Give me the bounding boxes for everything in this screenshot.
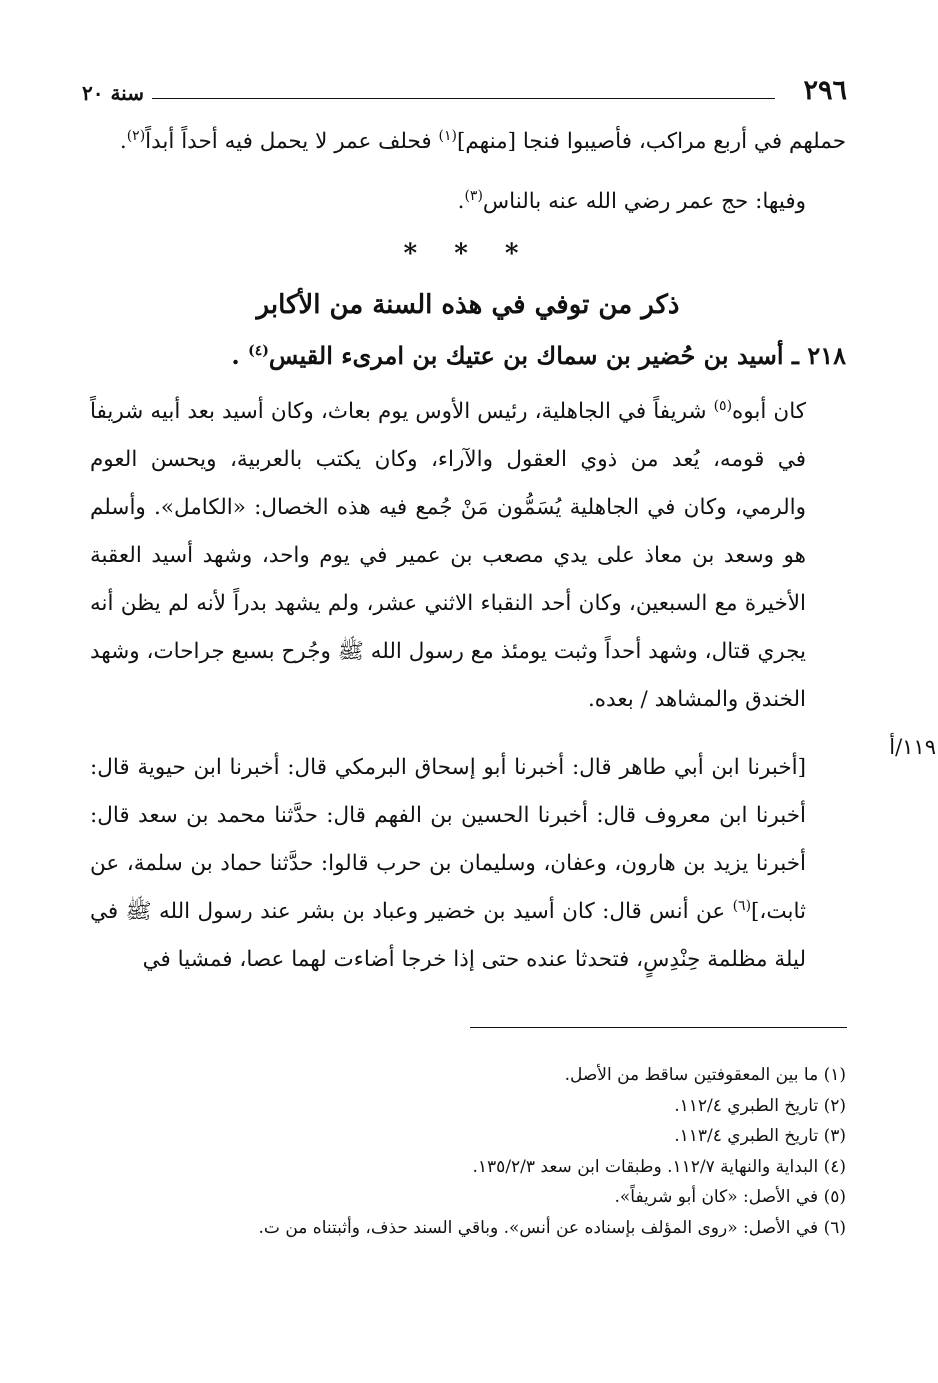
- footnote-1: (١) ما بين المعقوفتين ساقط من الأصل.: [564, 1065, 846, 1085]
- footnotes: [86, 1060, 846, 1243]
- main-text: [90, 118, 846, 984]
- manuscript-folio-marker: [676, 732, 936, 762]
- footnote-6: (٦) في الأصل: «روى المؤلف بإسناده عن أنس». وباقي السند حذف، وأثبتناه من ت.: [258, 1217, 846, 1238]
- footnote-ref-5: (٥): [713, 397, 733, 414]
- bio-text-2: شريفاً في الجاهلية، رئيس الأوس يوم بعاث، وكان أسيد بعد أبيه شريفاً في قومه، يُعد من ذوي العقول والآراء، وكان يكتب بالعربية، ويحسن العوم والرمي، وكان في الجاهلية يُسَمُّون مَنْ جُمع فيه هذه الخصال: «الكامل». وأسلم هو وسعد بن معاذ على يدي مصعب بن عمير في يوم واحد، وشهد أسيد العقبة الأخيرة مع السبعين، وكان أحد النقباء الاثني عشر، ولم يشهد بدراً لأنه لم يظن أنه يجري قتال، وشهد أحداً وثبت يومئذ مع رسول الله ﷺ وجُرح بسبع جراحات، وشهد الخندق والمشاهد / بعده.: [90, 399, 807, 712]
- footnote-ref-4: (٤): [248, 343, 269, 359]
- isnad-text-1: [أخبرنا ابن أبي طاهر قال: أخبرنا أبو إسحاق البرمكي قال: أخبرنا ابن حيوية قال: أخبرنا ابن معروف قال: أخبرنا الحسين بن الفهم قال: حدَّثنا محمد بن سعد قال: أخبرنا يزيد بن هارون، وعفان، وسليمان بن حرب قالوا: حدَّثنا حماد بن سلمة، عن ثابت،]: [90, 755, 806, 924]
- footnote-rule: [470, 1027, 847, 1028]
- running-header-year: سنة ٢٠: [82, 81, 144, 105]
- hajj-end: .: [457, 189, 465, 214]
- entry-title-text: ٢١٨ ـ أسيد بن حُضير بن سماك بن عتيك بن امرىء القيس: [268, 341, 846, 370]
- isnad-paragraph: [90, 744, 846, 984]
- isnad-text-2: عن أنس قال: كان أسيد بن خضير وعباد بن بشر عند رسول الله ﷺ في ليلة مظلمة حِنْدِسٍ، فتحدثا عنده حتى إذا خرجا أضاءت لهما عصا، فمشيا في: [90, 899, 806, 972]
- biography-entry-title: [90, 330, 846, 382]
- footnote-ref-3: (٣): [464, 187, 483, 204]
- folio-number: ١١٩/أ: [889, 735, 936, 759]
- entry-end: .: [231, 341, 240, 370]
- intro-end: .: [119, 129, 127, 154]
- footnote-ref-1: (١): [438, 127, 457, 144]
- intro-paragraph: [90, 118, 846, 166]
- footnote-3: (٣) تاريخ الطبري ١١٣/٤.: [674, 1126, 846, 1146]
- hajj-text: وفيها: حج عمر رضي الله عنه بالناس: [482, 189, 806, 214]
- footnote-ref-6: (٦): [732, 897, 752, 914]
- footnote-5: (٥) في الأصل: «كان أبو شريفاً».: [614, 1187, 846, 1207]
- bio-text-1: كان أبوه: [732, 399, 806, 424]
- section-title: ذكر من توفي في هذه السنة من الأكابر: [256, 290, 680, 320]
- page-number: ٢٩٦: [803, 75, 847, 106]
- biography-paragraph: [90, 388, 846, 724]
- page-header: [82, 74, 847, 108]
- section-separator: * * *: [403, 239, 533, 269]
- intro-text-1: حملهم في أربع مراكب، فأصيبوا فنجا [منهم]: [456, 129, 846, 154]
- footnote-2: (٢) تاريخ الطبري ١١٢/٤.: [674, 1095, 846, 1116]
- intro-text-2: فحلف عمر لا يحمل فيه أحداً أبداً: [145, 129, 439, 154]
- header-rule: [152, 98, 775, 99]
- footnote-ref-2: (٢): [126, 127, 146, 144]
- hajj-paragraph: [90, 178, 846, 226]
- footnote-4: (٤) البداية والنهاية ١١٢/٧. وطبقات ابن سعد ١٣٥/٢/٣.: [472, 1156, 846, 1177]
